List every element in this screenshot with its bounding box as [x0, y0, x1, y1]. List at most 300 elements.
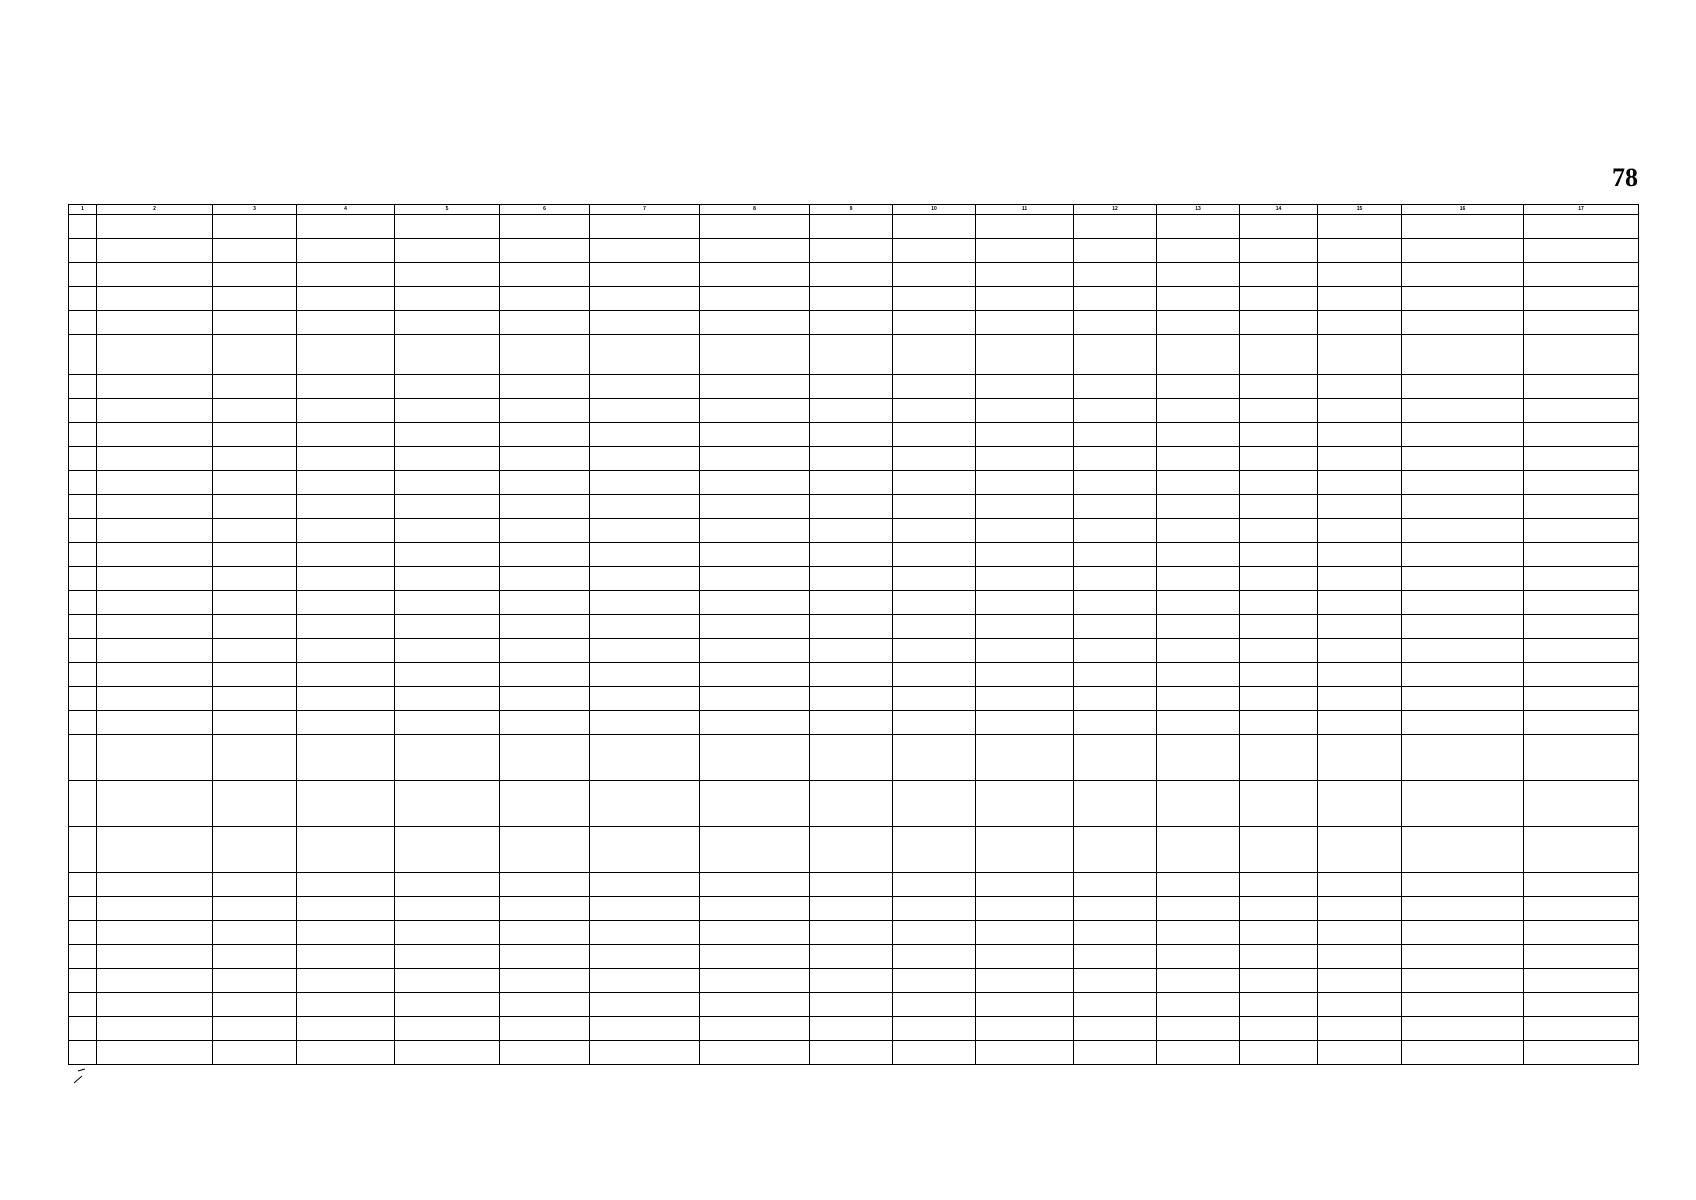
table-cell [810, 591, 893, 615]
table-cell [1318, 519, 1402, 543]
table-cell [500, 311, 590, 335]
table-cell [1524, 423, 1639, 447]
table-cell [395, 873, 500, 897]
table-cell [1402, 993, 1524, 1017]
table-cell [69, 615, 97, 639]
table-cell [297, 969, 395, 993]
table-cell [1318, 993, 1402, 1017]
table-cell [590, 781, 700, 827]
table-cell [97, 519, 213, 543]
table-cell [1524, 543, 1639, 567]
table-cell [590, 687, 700, 711]
table-cell [97, 287, 213, 311]
table-cell [69, 969, 97, 993]
table-cell [297, 993, 395, 1017]
table-cell [1402, 827, 1524, 873]
table-cell [976, 423, 1074, 447]
table-cell [97, 239, 213, 263]
table-cell [590, 215, 700, 239]
table-cell [1157, 921, 1240, 945]
table-cell [700, 687, 810, 711]
table-cell [1157, 471, 1240, 495]
table-cell [1074, 591, 1157, 615]
table-cell [1157, 687, 1240, 711]
table-cell [1240, 735, 1318, 781]
table-cell [97, 969, 213, 993]
table-cell [69, 519, 97, 543]
table-cell [893, 993, 976, 1017]
table-cell [1074, 897, 1157, 921]
table-cell [1157, 781, 1240, 827]
table-cell [1074, 447, 1157, 471]
table-cell [69, 335, 97, 375]
table-cell [1240, 639, 1318, 663]
table-cell [1402, 287, 1524, 311]
table-cell [69, 711, 97, 735]
table-cell [700, 897, 810, 921]
table-cell [1240, 335, 1318, 375]
table-cell [1240, 663, 1318, 687]
table-cell [97, 311, 213, 335]
table-cell [213, 711, 297, 735]
table-cell [893, 711, 976, 735]
table-cell [590, 827, 700, 873]
table-cell [500, 471, 590, 495]
table-cell [976, 1017, 1074, 1041]
table-cell [700, 827, 810, 873]
table-cell [1318, 311, 1402, 335]
table-row [69, 447, 1639, 471]
table-cell [700, 711, 810, 735]
table-cell [1157, 897, 1240, 921]
table-cell [700, 263, 810, 287]
table-cell [395, 711, 500, 735]
table-cell [97, 663, 213, 687]
table-cell [590, 399, 700, 423]
table-cell [1074, 711, 1157, 735]
table-cell [395, 335, 500, 375]
table-cell [500, 827, 590, 873]
table-cell [893, 287, 976, 311]
table-cell [500, 239, 590, 263]
table-cell [500, 335, 590, 375]
table-cell [893, 921, 976, 945]
table-cell [69, 945, 97, 969]
table-cell [297, 663, 395, 687]
table-cell [213, 399, 297, 423]
table-cell [810, 423, 893, 447]
table-cell [700, 873, 810, 897]
table-cell [590, 287, 700, 311]
table-row [69, 471, 1639, 495]
table-cell [1157, 591, 1240, 615]
table-cell [500, 543, 590, 567]
table-cell [69, 735, 97, 781]
table-cell [69, 873, 97, 897]
table-cell [810, 687, 893, 711]
table-cell [1524, 827, 1639, 873]
column-header: 9 [810, 205, 893, 215]
table-cell [69, 311, 97, 335]
table-cell [810, 375, 893, 399]
table-cell [1074, 287, 1157, 311]
table-cell [500, 423, 590, 447]
table-cell [500, 287, 590, 311]
table-cell [700, 311, 810, 335]
table-cell [590, 1041, 700, 1065]
table-cell [97, 639, 213, 663]
table-cell [590, 239, 700, 263]
table-cell [1240, 423, 1318, 447]
table-cell [500, 399, 590, 423]
table-cell [1240, 781, 1318, 827]
table-cell [297, 711, 395, 735]
table-cell [500, 519, 590, 543]
table-cell [1240, 615, 1318, 639]
table-cell [590, 495, 700, 519]
table-cell [69, 495, 97, 519]
table-cell [810, 781, 893, 827]
table-cell [1318, 781, 1402, 827]
table-cell [1524, 471, 1639, 495]
table-cell [893, 311, 976, 335]
table-cell [500, 993, 590, 1017]
table-cell [97, 945, 213, 969]
table-cell [395, 399, 500, 423]
table-row [69, 215, 1639, 239]
table-cell [69, 1041, 97, 1065]
table-cell [893, 827, 976, 873]
table-cell [810, 239, 893, 263]
table-cell [97, 711, 213, 735]
table-cell [1318, 1017, 1402, 1041]
table-cell [1074, 239, 1157, 263]
table-cell [1240, 1041, 1318, 1065]
table-cell [69, 543, 97, 567]
table-cell [395, 495, 500, 519]
table-cell [590, 311, 700, 335]
table-cell [213, 311, 297, 335]
table-cell [590, 375, 700, 399]
table-cell [893, 615, 976, 639]
table-cell [69, 591, 97, 615]
table-cell [395, 311, 500, 335]
table-cell [297, 311, 395, 335]
table-cell [1402, 495, 1524, 519]
table-cell [297, 215, 395, 239]
column-header: 11 [976, 205, 1074, 215]
table-row [69, 263, 1639, 287]
table-cell [69, 287, 97, 311]
table-cell [1157, 945, 1240, 969]
table-cell [500, 567, 590, 591]
table-cell [1074, 423, 1157, 447]
table-cell [1318, 215, 1402, 239]
table-row [69, 239, 1639, 263]
table-cell [1074, 543, 1157, 567]
table-cell [297, 423, 395, 447]
table-row [69, 945, 1639, 969]
table-cell [213, 1041, 297, 1065]
table-cell [893, 591, 976, 615]
column-header: 3 [213, 205, 297, 215]
table-cell [1318, 687, 1402, 711]
table-cell [590, 993, 700, 1017]
table-cell [1402, 873, 1524, 897]
table-cell [810, 519, 893, 543]
table-cell [810, 921, 893, 945]
table-cell [1524, 495, 1639, 519]
table-cell [1157, 873, 1240, 897]
table-cell [1402, 639, 1524, 663]
table-cell [893, 239, 976, 263]
table-cell [1240, 287, 1318, 311]
table-cell [97, 687, 213, 711]
table-cell [395, 263, 500, 287]
table-cell [97, 567, 213, 591]
table-cell [976, 335, 1074, 375]
table-cell [590, 1017, 700, 1041]
table-cell [700, 239, 810, 263]
table-cell [1318, 969, 1402, 993]
table-cell [213, 447, 297, 471]
table-cell [213, 423, 297, 447]
table-cell [69, 827, 97, 873]
table-cell [976, 375, 1074, 399]
table-cell [1524, 375, 1639, 399]
table-cell [1157, 827, 1240, 873]
table-cell [1318, 735, 1402, 781]
table-cell [1157, 399, 1240, 423]
table-cell [700, 399, 810, 423]
table-cell [395, 287, 500, 311]
table-cell [395, 591, 500, 615]
table-cell [69, 375, 97, 399]
table-cell [700, 615, 810, 639]
table-cell [1524, 663, 1639, 687]
table-cell [590, 519, 700, 543]
table-cell [97, 993, 213, 1017]
table-cell [1074, 945, 1157, 969]
table-cell [97, 495, 213, 519]
table-cell [97, 375, 213, 399]
table-cell [395, 423, 500, 447]
table-cell [810, 711, 893, 735]
table-cell [590, 615, 700, 639]
table-cell [810, 1017, 893, 1041]
table-cell [700, 375, 810, 399]
table-cell [297, 263, 395, 287]
table-cell [810, 639, 893, 663]
table-cell [1157, 519, 1240, 543]
table-cell [213, 287, 297, 311]
table-cell [1157, 287, 1240, 311]
table-cell [893, 735, 976, 781]
table-cell [893, 215, 976, 239]
table-cell [590, 543, 700, 567]
table-cell [69, 897, 97, 921]
table-cell [1157, 495, 1240, 519]
table-cell [1074, 735, 1157, 781]
table-cell [1157, 993, 1240, 1017]
table-row [69, 921, 1639, 945]
table-cell [297, 567, 395, 591]
table-row [69, 735, 1639, 781]
table-cell [1318, 239, 1402, 263]
table-cell [1157, 1041, 1240, 1065]
table-cell [1524, 687, 1639, 711]
table-cell [700, 471, 810, 495]
table-cell [810, 735, 893, 781]
column-header: 17 [1524, 205, 1639, 215]
table-cell [976, 399, 1074, 423]
table-cell [1402, 615, 1524, 639]
table-cell [700, 543, 810, 567]
table-cell [1157, 375, 1240, 399]
table-cell [213, 335, 297, 375]
table-cell [700, 921, 810, 945]
table-cell [1074, 827, 1157, 873]
table-cell [1318, 897, 1402, 921]
table-cell [976, 239, 1074, 263]
table-cell [1157, 215, 1240, 239]
table-cell [297, 639, 395, 663]
table-cell [297, 335, 395, 375]
column-header: 13 [1157, 205, 1240, 215]
table-cell [976, 873, 1074, 897]
table-cell [69, 1017, 97, 1041]
table-cell [1402, 897, 1524, 921]
table-cell [97, 921, 213, 945]
table-cell [500, 1041, 590, 1065]
table-cell [1524, 945, 1639, 969]
table-cell [69, 399, 97, 423]
table-cell [1318, 335, 1402, 375]
table-cell [590, 471, 700, 495]
table-cell [395, 781, 500, 827]
table-cell [395, 567, 500, 591]
table-cell [395, 1041, 500, 1065]
table-cell [97, 1041, 213, 1065]
table-cell [1402, 399, 1524, 423]
table-cell [395, 519, 500, 543]
table-cell [1524, 263, 1639, 287]
table-cell [700, 663, 810, 687]
table-cell [976, 827, 1074, 873]
table-cell [213, 215, 297, 239]
table-cell [395, 375, 500, 399]
table-cell [1240, 921, 1318, 945]
table-cell [500, 687, 590, 711]
table-cell [1240, 687, 1318, 711]
table-cell [97, 1017, 213, 1041]
table-cell [1402, 423, 1524, 447]
table-cell [69, 687, 97, 711]
table-cell [1074, 639, 1157, 663]
table-cell [1318, 495, 1402, 519]
table-cell [395, 993, 500, 1017]
table-cell [976, 993, 1074, 1017]
table-cell [1318, 921, 1402, 945]
table-cell [976, 897, 1074, 921]
table-cell [590, 423, 700, 447]
table-cell [297, 827, 395, 873]
table-cell [500, 781, 590, 827]
table-row [69, 423, 1639, 447]
table-cell [1524, 921, 1639, 945]
table-cell [213, 781, 297, 827]
table-cell [976, 687, 1074, 711]
table-cell [213, 663, 297, 687]
table-cell [590, 335, 700, 375]
table-cell [976, 969, 1074, 993]
table-cell [1318, 471, 1402, 495]
table-cell [297, 375, 395, 399]
table-cell [1402, 945, 1524, 969]
table-cell [395, 663, 500, 687]
table-cell [1074, 399, 1157, 423]
table-row [69, 399, 1639, 423]
table-cell [69, 447, 97, 471]
table-cell [810, 543, 893, 567]
table-cell [395, 827, 500, 873]
table-cell [69, 921, 97, 945]
table-cell [1402, 1041, 1524, 1065]
table-cell [1240, 447, 1318, 471]
table-cell [1318, 543, 1402, 567]
table-cell [700, 287, 810, 311]
table-cell [976, 215, 1074, 239]
table-cell [700, 495, 810, 519]
table-row [69, 969, 1639, 993]
table-cell [1157, 335, 1240, 375]
table-cell [395, 239, 500, 263]
table-cell [1524, 399, 1639, 423]
table-cell [69, 263, 97, 287]
table-cell [1402, 519, 1524, 543]
table-cell [893, 423, 976, 447]
table-cell [69, 471, 97, 495]
table-cell [1402, 687, 1524, 711]
table-cell [1157, 239, 1240, 263]
table-cell [1074, 687, 1157, 711]
table-cell [69, 567, 97, 591]
table-cell [1402, 735, 1524, 781]
table-cell [1074, 781, 1157, 827]
column-header: 4 [297, 205, 395, 215]
table-cell [810, 993, 893, 1017]
table-cell [297, 519, 395, 543]
table-cell [893, 663, 976, 687]
table-row [69, 1041, 1639, 1065]
table-cell [590, 639, 700, 663]
table-cell [97, 335, 213, 375]
table-cell [97, 615, 213, 639]
table-cell [700, 735, 810, 781]
table-cell [395, 735, 500, 781]
table-cell [395, 639, 500, 663]
table-cell [1074, 263, 1157, 287]
table-cell [590, 263, 700, 287]
table-cell [97, 447, 213, 471]
table-cell [590, 969, 700, 993]
table-cell [893, 471, 976, 495]
table-cell [1524, 287, 1639, 311]
table-cell [500, 263, 590, 287]
table-cell [97, 471, 213, 495]
table-cell [1318, 873, 1402, 897]
table-cell [1074, 1041, 1157, 1065]
